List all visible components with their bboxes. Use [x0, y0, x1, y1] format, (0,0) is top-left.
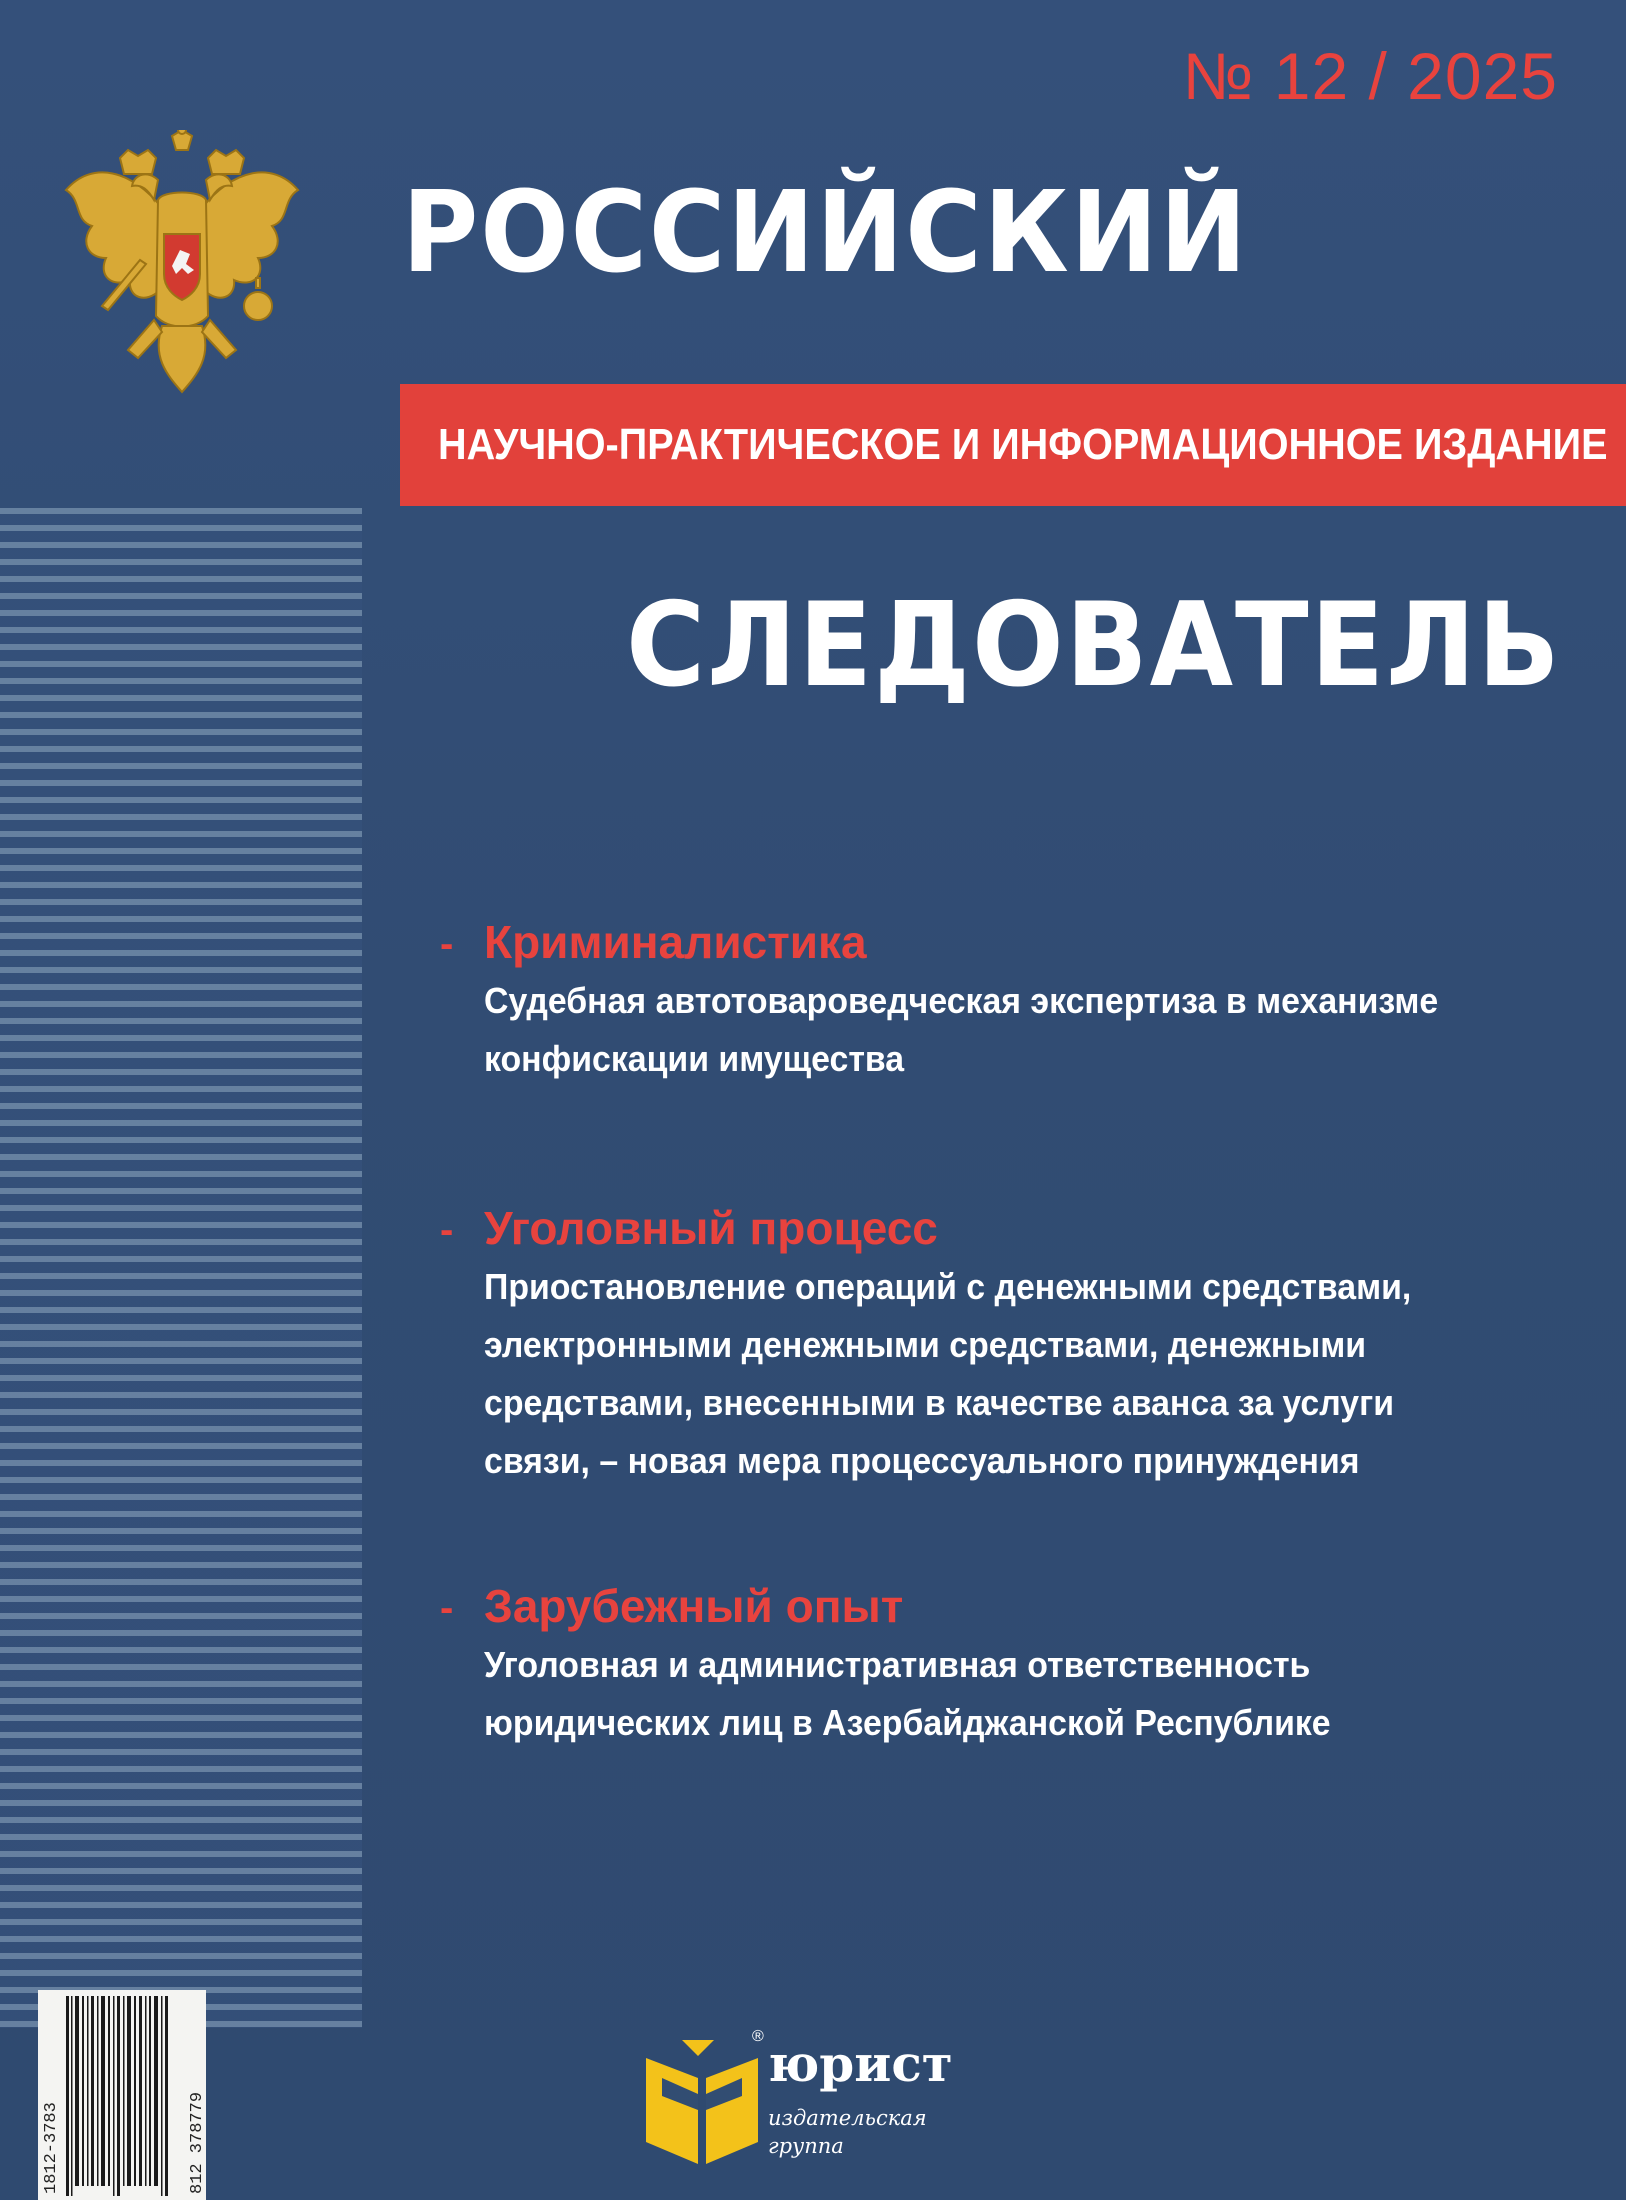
section-line: Приостановление операций с денежными средствами,: [484, 1266, 1412, 1307]
section-line: связи, – новая мера процессуального принуждения: [484, 1440, 1360, 1481]
section-line: Уголовная и административная ответственность: [484, 1644, 1311, 1685]
section-heading: Зарубежный опыт: [484, 1580, 904, 1632]
subtitle-band: [400, 384, 1626, 506]
section-heading: Уголовный процесс: [484, 1202, 938, 1254]
bullet-dash: -: [440, 1586, 454, 1630]
publisher-logo: [642, 2024, 1002, 2180]
section-body: [484, 1636, 1570, 1752]
section-heading: Криминалистика: [484, 916, 867, 968]
ean-text: 812 378779: [188, 2091, 207, 2194]
bullet-dash: -: [440, 922, 454, 966]
publisher-subtitle-1: издательская: [768, 2106, 927, 2130]
title-bottom: СЛЕДОВАТЕЛЬ: [626, 578, 1562, 713]
coat-of-arms-icon: [62, 130, 302, 398]
section-line: Судебная автотовароведческая экспертиза в механизме: [484, 980, 1439, 1021]
section-criminal-procedure: [440, 1200, 1570, 1490]
title-top: РОССИЙСКИЙ: [402, 168, 1249, 298]
section-line: конфискации имущества: [484, 1038, 905, 1079]
decorative-stripes: [0, 508, 362, 2028]
section-body: [484, 1258, 1570, 1490]
publisher-subtitle-2: группа: [768, 2134, 844, 2158]
barcode: [38, 1990, 206, 2200]
section-body: [484, 972, 1570, 1088]
registered-mark: ®: [752, 2028, 764, 2045]
section-line: средствами, внесенными в качестве аванса за услуги: [484, 1382, 1395, 1423]
section-line: электронными денежными средствами, денежными: [484, 1324, 1367, 1365]
bullet-dash: -: [440, 1208, 454, 1252]
section-foreign-experience: [440, 1578, 1570, 1752]
issue-number: № 12 / 2025: [1182, 39, 1558, 113]
book-logo-icon: [642, 2038, 762, 2168]
subtitle: НАУЧНО-ПРАКТИЧЕСКОЕ И ИНФОРМАЦИОННОЕ ИЗДАНИЕ: [438, 420, 1608, 469]
barcode-bars-icon: [38, 1990, 206, 2200]
section-criminalistics: [440, 914, 1570, 1088]
issn-text: 1812-3783: [42, 2102, 61, 2194]
section-line: юридических лиц в Азербайджанской Республике: [484, 1702, 1331, 1743]
publisher-name: юрист: [768, 2034, 953, 2093]
